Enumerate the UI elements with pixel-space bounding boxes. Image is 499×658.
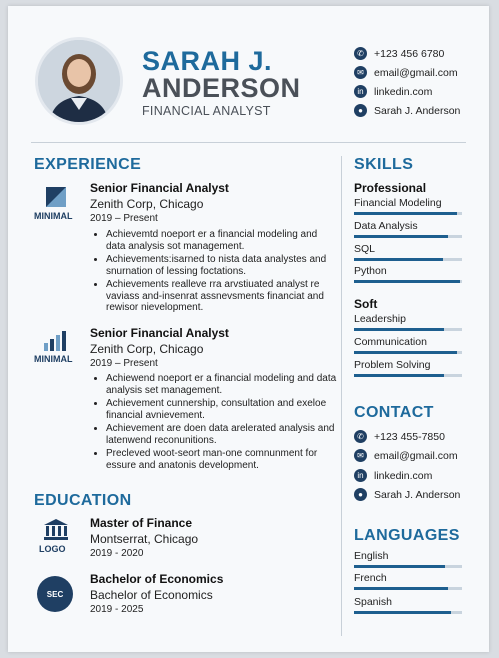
job-bullet: • Achievement cunnership, consultation and exeloe financial avnievement.: [106, 398, 338, 421]
company-logo-label: MINIMAL: [34, 211, 73, 221]
contact-heading: CONTACT: [354, 404, 434, 421]
degree-title: Master of Finance: [90, 516, 193, 530]
skill-label: SQL: [354, 243, 376, 255]
language-label: English: [354, 550, 389, 562]
job-role: Senior Financial Analyst: [90, 181, 229, 195]
column-divider: [341, 156, 342, 636]
skill-bar-fill: [354, 351, 457, 354]
language-bar: [354, 611, 462, 614]
job-bullets: [96, 229, 338, 316]
university-building-icon: [43, 518, 69, 540]
education-dates: 2019 - 2020: [90, 548, 144, 559]
school-seal-text: SEC: [46, 589, 64, 599]
job-company: Zenith Corp, Chicago: [90, 197, 204, 211]
linkedin-icon: in: [354, 469, 367, 482]
header-contact-text: +123 456 6780: [374, 47, 445, 60]
skill-bar: [354, 235, 462, 238]
job-bullet: • Achievements:isarned to nista data analystes and snurnation of lessing foctations.: [106, 254, 338, 277]
skill-label: Problem Solving: [354, 359, 431, 371]
contact-text: +123 455-7850: [374, 430, 445, 443]
job-title: FINANCIAL ANALYST: [142, 104, 271, 118]
language-bar: [354, 587, 462, 590]
header-contact-linkedin: [354, 85, 489, 98]
location-icon: ●: [354, 488, 367, 501]
skill-bar-fill: [354, 258, 443, 261]
skill-bar: [354, 374, 462, 377]
language-label: French: [354, 572, 387, 584]
header-contact-text: Sarah J. Anderson: [374, 104, 461, 117]
language-bar-fill: [354, 587, 448, 590]
header-contact-text: linkedin.com: [374, 85, 433, 98]
contact-text: Sarah J. Anderson: [374, 488, 461, 501]
header-contact-phone: [354, 47, 489, 60]
skills-group-soft: Soft: [354, 297, 378, 311]
skill-label: Leadership: [354, 313, 406, 325]
contact-phone: [354, 430, 489, 443]
school-seal-icon: [37, 576, 73, 612]
bar-chart-logo-icon: [44, 331, 68, 351]
job-dates: 2019 – Present: [90, 358, 158, 369]
skill-bar: [354, 280, 462, 283]
linkedin-icon: in: [354, 85, 367, 98]
school-logo-label: LOGO: [39, 544, 66, 554]
skills-heading: SKILLS: [354, 156, 414, 173]
header-contact-email: [354, 66, 489, 79]
job-bullet: • Precleved woot-seort man-one comnunment for essure and anatonis development.: [106, 448, 338, 471]
header-divider: [31, 142, 466, 143]
skill-bar: [354, 351, 462, 354]
language-bar-fill: [354, 611, 451, 614]
languages-heading: LANGUAGES: [354, 527, 460, 544]
skills-group-professional: Professional: [354, 181, 427, 195]
skill-bar: [354, 328, 462, 331]
header-contact-location: [354, 104, 489, 117]
school-name: Bachelor of Economics: [90, 588, 213, 602]
job-bullet: • Achievements realleve rra arvstiuated analyst re vaviass and-insenrat assnevsments financiat and rewisor nievelopment.: [106, 279, 338, 314]
resume-page: [8, 6, 489, 652]
company-logo-icon: [46, 187, 66, 207]
job-bullet: • Achievemtd noeport er a financial modeling and data analysis sot management.: [106, 229, 338, 252]
skill-label: Financial Modeling: [354, 197, 442, 209]
contact-text: email@gmail.com: [374, 449, 458, 462]
experience-heading: EXPERIENCE: [34, 156, 142, 173]
skill-bar: [354, 258, 462, 261]
contact-linkedin: [354, 469, 489, 482]
job-bullet: • Achiewend noeport er a financial modeling and data analysis set management.: [106, 373, 338, 396]
company-logo-label: MINIMAL: [34, 354, 73, 364]
job-role: Senior Financial Analyst: [90, 326, 229, 340]
profile-photo: [35, 37, 123, 125]
skill-label: Communication: [354, 336, 427, 348]
skill-bar-fill: [354, 328, 444, 331]
email-icon: ✉: [354, 449, 367, 462]
contact-email: [354, 449, 489, 462]
job-bullet: • Achievement are doen data arelerated analysis and latenwend reconunitions.: [106, 423, 338, 446]
skill-bar-fill: [354, 374, 444, 377]
email-icon: ✉: [354, 66, 367, 79]
skill-bar-fill: [354, 212, 457, 215]
skill-bar-fill: [354, 280, 460, 283]
school-name: Montserrat, Chicago: [90, 532, 199, 546]
phone-icon: ✆: [354, 47, 367, 60]
contact-location: [354, 488, 489, 501]
phone-icon: ✆: [354, 430, 367, 443]
language-bar-fill: [354, 565, 445, 568]
language-bar: [354, 565, 462, 568]
degree-title: Bachelor of Economics: [90, 572, 224, 586]
education-dates: 2019 - 2025: [90, 604, 144, 615]
name-first: SARAH J.: [142, 46, 273, 76]
name-last: ANDERSON: [142, 73, 301, 103]
skill-bar: [354, 212, 462, 215]
skill-bar-fill: [354, 235, 448, 238]
job-bullets: [96, 373, 338, 473]
education-heading: EDUCATION: [34, 492, 132, 509]
skill-label: Data Analysis: [354, 220, 418, 232]
skill-label: Python: [354, 265, 387, 277]
job-company: Zenith Corp, Chicago: [90, 342, 204, 356]
header-contact-text: email@gmail.com: [374, 66, 458, 79]
job-dates: 2019 – Present: [90, 213, 158, 224]
contact-text: linkedin.com: [374, 469, 433, 482]
language-label: Spanish: [354, 596, 392, 608]
location-icon: ●: [354, 104, 367, 117]
